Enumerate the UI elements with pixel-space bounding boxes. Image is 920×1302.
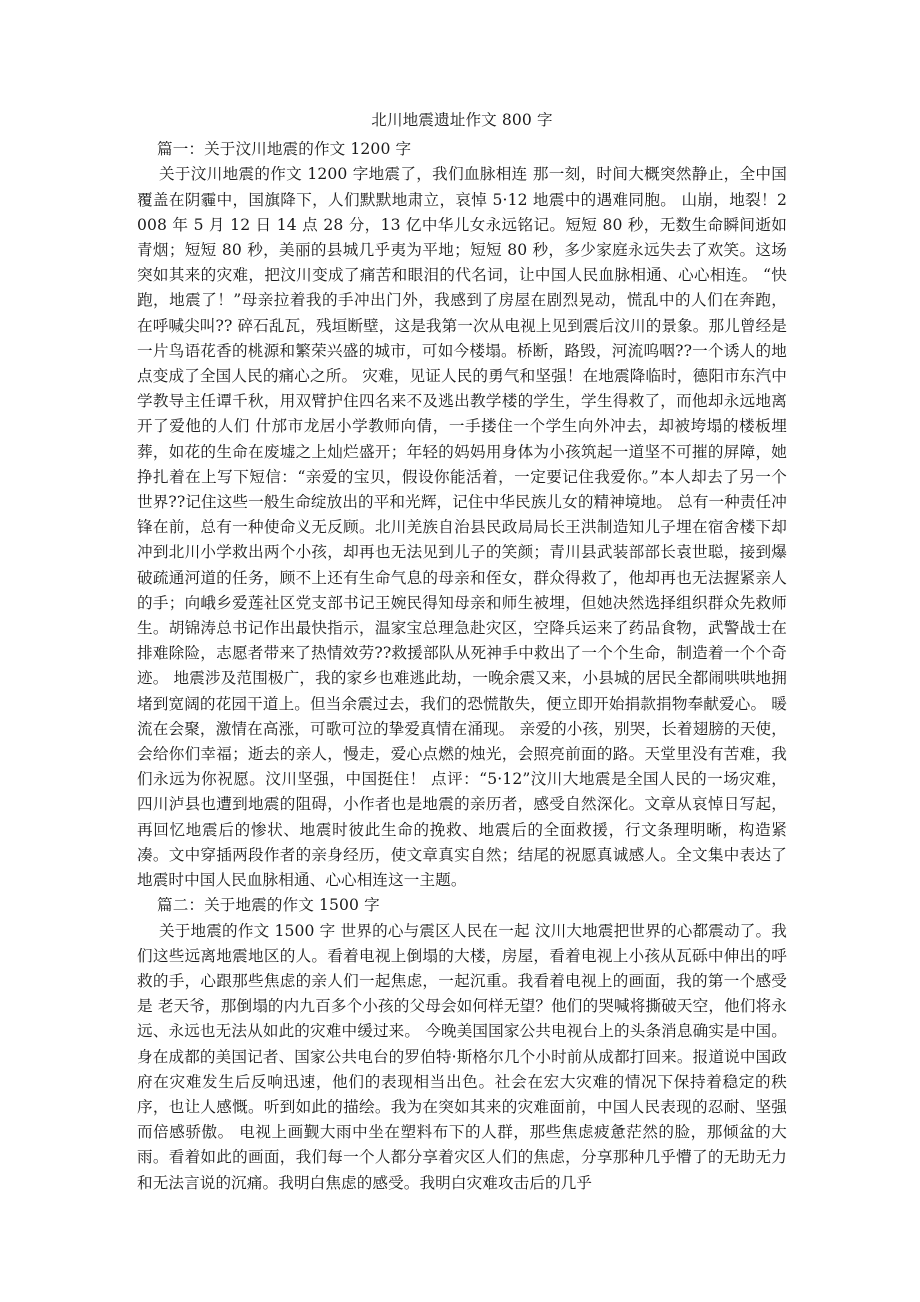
section-heading-2: 篇二：关于地震的作文 1500 字	[157, 896, 380, 915]
section-heading-1: 篇一：关于汶川地震的作文 1200 字	[157, 140, 412, 159]
document-body	[137, 108, 787, 1196]
document-title: 北川地震遗址作文 800 字	[371, 111, 553, 129]
section-body-2: 关于地震的作文 1500 字 世界的心与震区人民在一起 汶川大地震把世界的心都震动了。我们这些远离地震地区的人。看着电视上倒塌的大楼，房屋，看着电视上小孩从瓦砾中伸出的呼救的手，心跟那些焦虑的亲人们一起焦虑，一起沉重。我看着电视上的画面，我的第一个感受是 老天爷，那倒塌的内九百多个小孩的父母会如何样无望？他们的哭喊将撕破天空，他们将永远、永远也无法从如此的灾难中缓过来。 今晚美国国家公共电视台上的头条消息确实是中国。身在成都的美国记者、国家公共电台的罗伯特·斯格尔几个小时前从成都打回来。报道说中国政府在灾难发生后反响迅速，他们的表现相当出色。社会在宏大灾难的情况下保持着稳定的秩序，也让人感慨。听到如此的描绘。我为在突如其来的灾难面前，中国人民表现的忍耐、坚强而倍感骄傲。 电视上画觐大雨中坐在塑料布下的人群，那些焦虑疲惫茫然的脸，那倾盆的大雨。看着如此的画面，我们每一个人都分享着灾区人们的焦虑，分享那种几乎懵了的无助无力和无法言说的沉痛。我明白焦虑的感受。我明白灾难攻击后的几乎	[137, 921, 787, 1192]
section-body-1: 关于汶川地震的作文 1200 字地震了，我们血脉相连 那一刻，时间大概突然静止，全中国覆盖在阴霾中，国旗降下，人们默默地肃立，哀悼 5·12 地震中的遇难同胞。 山崩，地裂！2008 年 5 月 12 日 14 点 28 分，13 亿中华儿女永远铭记。短短 80 秒，无数生命瞬间逝如青烟；短短 80 秒，美丽的县城几乎夷为平地；短短 80 秒，多少家庭永远失去了欢笑。这场突如其来的灾难，把汶川变成了痛苦和眼泪的代名词，让中国人民血脉相通、心心相连。 “快跑，地震了！”母亲拉着我的手冲出门外，我感到了房屋在剧烈晃动，慌乱中的人们在奔跑，在呼喊尖叫?? 碎石乱瓦，残垣断壁，这是我第一次从电视上见到震后汶川的景象。那儿曾经是一片鸟语花香的桃源和繁荣兴盛的城市，可如今楼塌。桥断，路毁，河流呜咽??一个诱人的地点变成了全国人民的痛心之所。 灾难，见证人民的勇气和坚强！在地震降临时，德阳市东汽中学教导主任谭千秋，用双臂护住四名来不及逃出教学楼的学生，学生得救了，而他却永远地离开了爱他的人们 什邡市龙居小学教师向倩，一手搂住一个学生向外冲去，却被垮塌的楼板埋葬，如花的生命在废墟之上灿烂盛开；年轻的妈妈用身体为小孩筑起一道坚不可摧的屏障，她挣扎着在上写下短信：“亲爱的宝贝，假设你能活着，一定要记住我爱你。”本人却去了另一个世界??记住这些一般生命绽放出的平和光辉，记住中华民族儿女的精神境地。 总有一种责任冲锋在前，总有一种使命义无反顾。北川羌族自治县民政局局长王洪制造知儿子埋在宿舍楼下却冲到北川小学救出两个小孩，却再也无法见到儿子的笑颜；青川县武装部部长袁世聪，接到爆破疏通河道的任务，顾不上还有生命气息的母亲和侄女，群众得救了，他却再也无法握紧亲人的手；向峨乡爱莲社区党支部书记王婉民得知母亲和师生被埋，但她决然选择组织群众先救师生。胡锦涛总书记作出最快指示，温家宝总理急赴灾区，空降兵运来了药品食物，武警战士在排难除险，志愿者带来了热情效劳??救援部队从死神手中救出了一个个生命，制造着一个个奇迹。 地震涉及范围极广，我的家乡也难逃此劫，一晚余震又来，小县城的居民全都闹哄哄地拥堵到宽阔的花园干道上。但当余震过去，我们的恐慌散失，便立即开始捐款捐物奉献爱心。 暖流在会聚，激情在高涨，可歌可泣的挚爱真情在涌现。 亲爱的小孩，别哭，长着翅膀的天使，会给你们幸福；逝去的亲人，慢走，爱心点燃的烛光，会照亮前面的路。天堂里没有苦难，我们永远为你祝愿。汶川坚强，中国挺住！ 点评：“5·12”汶川大地震是全国人民的一场灾难，四川泸县也遭到地震的阻碍，小作者也是地震的亲历者，感受自然深化。文章从哀悼日写起，再回忆地震后的惨状、地震时彼此生命的挽救、地震后的全面救援，行文条理明晰，构造紧凑。文中穿插两段作者的亲身经历，使文章真实自然；结尾的祝愿真诚感人。全文集中表达了地震时中国人民血脉相通、心心相连这一主题。	[137, 165, 787, 890]
